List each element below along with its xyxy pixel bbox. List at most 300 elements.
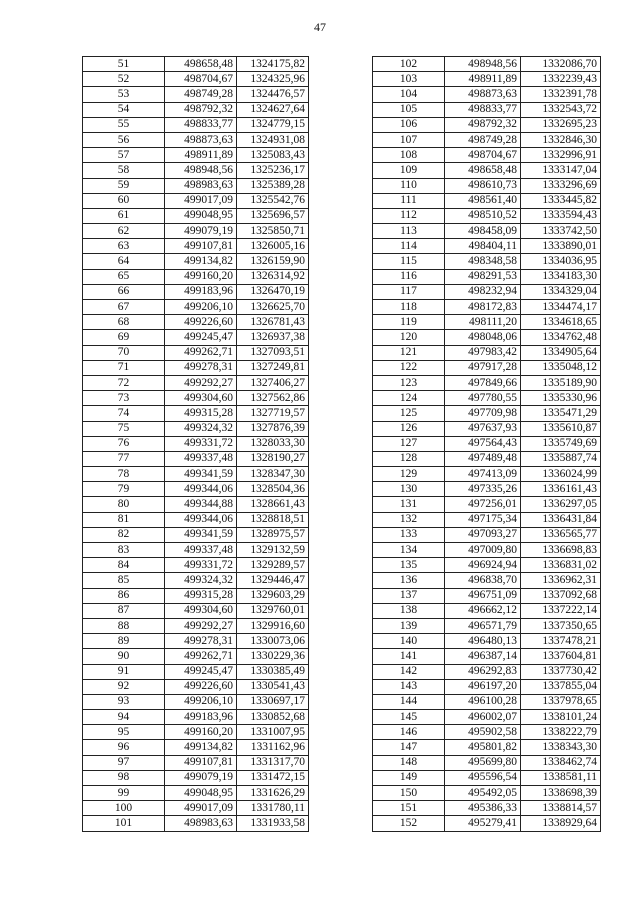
point-number-cell: 62 [83, 224, 165, 239]
table-row [83, 57, 309, 72]
x-coordinate-cell: 495386,33 [445, 801, 521, 816]
table-row [83, 710, 309, 725]
point-number-cell: 71 [83, 360, 165, 375]
point-number-cell: 61 [83, 208, 165, 223]
coordinates-table-right [372, 56, 601, 832]
x-coordinate-cell: 498873,63 [165, 132, 237, 147]
table-row [373, 239, 601, 254]
x-coordinate-cell: 498404,11 [445, 239, 521, 254]
x-coordinate-cell: 499245,47 [165, 330, 237, 345]
x-coordinate-cell: 499017,09 [165, 193, 237, 208]
y-coordinate-cell: 1337855,04 [521, 679, 601, 694]
point-number-cell: 68 [83, 315, 165, 330]
table-row [83, 269, 309, 284]
y-coordinate-cell: 1330541,43 [237, 679, 309, 694]
point-number-cell: 97 [83, 755, 165, 770]
y-coordinate-cell: 1330073,06 [237, 634, 309, 649]
point-number-cell: 141 [373, 649, 445, 664]
table-row [83, 725, 309, 740]
y-coordinate-cell: 1327406,27 [237, 375, 309, 390]
point-number-cell: 124 [373, 391, 445, 406]
x-coordinate-cell: 495902,58 [445, 725, 521, 740]
table-row [373, 649, 601, 664]
table-row [83, 132, 309, 147]
y-coordinate-cell: 1333296,69 [521, 178, 601, 193]
point-number-cell: 135 [373, 558, 445, 573]
x-coordinate-cell: 495699,80 [445, 755, 521, 770]
point-number-cell: 66 [83, 284, 165, 299]
table-row [83, 497, 309, 512]
table-row [373, 178, 601, 193]
table-row [373, 224, 601, 239]
y-coordinate-cell: 1328190,27 [237, 451, 309, 466]
point-number-cell: 104 [373, 87, 445, 102]
table-row [373, 634, 601, 649]
point-number-cell: 101 [83, 816, 165, 831]
point-number-cell: 74 [83, 406, 165, 421]
table-row [83, 117, 309, 132]
table-row [83, 558, 309, 573]
y-coordinate-cell: 1333742,50 [521, 224, 601, 239]
x-coordinate-cell: 498983,63 [165, 816, 237, 831]
x-coordinate-cell: 498948,56 [445, 57, 521, 72]
y-coordinate-cell: 1334762,48 [521, 330, 601, 345]
y-coordinate-cell: 1334618,65 [521, 315, 601, 330]
x-coordinate-cell: 495596,54 [445, 770, 521, 785]
table-row [373, 603, 601, 618]
point-number-cell: 111 [373, 193, 445, 208]
table-row [83, 679, 309, 694]
x-coordinate-cell: 496292,83 [445, 664, 521, 679]
x-coordinate-cell: 495801,82 [445, 740, 521, 755]
y-coordinate-cell: 1333890,01 [521, 239, 601, 254]
y-coordinate-cell: 1334474,17 [521, 300, 601, 315]
x-coordinate-cell: 498911,89 [445, 72, 521, 87]
y-coordinate-cell: 1336831,02 [521, 558, 601, 573]
point-number-cell: 56 [83, 132, 165, 147]
point-number-cell: 103 [373, 72, 445, 87]
x-coordinate-cell: 498749,28 [165, 87, 237, 102]
table-row [373, 543, 601, 558]
table-row [83, 148, 309, 163]
y-coordinate-cell: 1336024,99 [521, 467, 601, 482]
y-coordinate-cell: 1335471,29 [521, 406, 601, 421]
y-coordinate-cell: 1333594,43 [521, 208, 601, 223]
table-row [373, 391, 601, 406]
table-row [373, 148, 601, 163]
point-number-cell: 109 [373, 163, 445, 178]
point-number-cell: 131 [373, 497, 445, 512]
table-row [373, 360, 601, 375]
x-coordinate-cell: 497983,42 [445, 345, 521, 360]
y-coordinate-cell: 1324779,15 [237, 117, 309, 132]
table-row [373, 725, 601, 740]
y-coordinate-cell: 1330852,68 [237, 710, 309, 725]
table-row [83, 315, 309, 330]
point-number-cell: 105 [373, 102, 445, 117]
table-row [83, 375, 309, 390]
table-row [373, 117, 601, 132]
x-coordinate-cell: 496480,13 [445, 634, 521, 649]
point-number-cell: 58 [83, 163, 165, 178]
table-row [373, 482, 601, 497]
y-coordinate-cell: 1324325,96 [237, 72, 309, 87]
x-coordinate-cell: 499079,19 [165, 224, 237, 239]
x-coordinate-cell: 498658,48 [445, 163, 521, 178]
table-row [373, 57, 601, 72]
table-row [83, 208, 309, 223]
x-coordinate-cell: 498048,06 [445, 330, 521, 345]
table-row [83, 603, 309, 618]
point-number-cell: 106 [373, 117, 445, 132]
y-coordinate-cell: 1338581,11 [521, 770, 601, 785]
y-coordinate-cell: 1335610,87 [521, 421, 601, 436]
x-coordinate-cell: 497489,48 [445, 451, 521, 466]
point-number-cell: 77 [83, 451, 165, 466]
x-coordinate-cell: 498172,83 [445, 300, 521, 315]
y-coordinate-cell: 1335887,74 [521, 451, 601, 466]
y-coordinate-cell: 1334183,30 [521, 269, 601, 284]
point-number-cell: 93 [83, 694, 165, 709]
table-row [373, 87, 601, 102]
point-number-cell: 54 [83, 102, 165, 117]
x-coordinate-cell: 497413,09 [445, 467, 521, 482]
table-row [373, 770, 601, 785]
x-coordinate-cell: 499107,81 [165, 755, 237, 770]
table-row [373, 345, 601, 360]
x-coordinate-cell: 498610,73 [445, 178, 521, 193]
y-coordinate-cell: 1331780,11 [237, 801, 309, 816]
x-coordinate-cell: 496387,14 [445, 649, 521, 664]
point-number-cell: 133 [373, 527, 445, 542]
point-number-cell: 65 [83, 269, 165, 284]
x-coordinate-cell: 499331,72 [165, 436, 237, 451]
x-coordinate-cell: 497849,66 [445, 375, 521, 390]
table-row [83, 527, 309, 542]
table-row [83, 254, 309, 269]
table-row [83, 102, 309, 117]
y-coordinate-cell: 1326005,16 [237, 239, 309, 254]
table-row [83, 649, 309, 664]
y-coordinate-cell: 1331007,95 [237, 725, 309, 740]
table-row [83, 406, 309, 421]
point-number-cell: 118 [373, 300, 445, 315]
y-coordinate-cell: 1332695,23 [521, 117, 601, 132]
x-coordinate-cell: 498510,52 [445, 208, 521, 223]
x-coordinate-cell: 498833,77 [165, 117, 237, 132]
page-number: 47 [314, 20, 326, 34]
x-coordinate-cell: 498704,67 [445, 148, 521, 163]
point-number-cell: 126 [373, 421, 445, 436]
table-row [83, 770, 309, 785]
x-coordinate-cell: 498911,89 [165, 148, 237, 163]
y-coordinate-cell: 1328504,36 [237, 482, 309, 497]
y-coordinate-cell: 1331626,29 [237, 786, 309, 801]
x-coordinate-cell: 499304,60 [165, 391, 237, 406]
x-coordinate-cell: 499324,32 [165, 421, 237, 436]
table-row [373, 467, 601, 482]
y-coordinate-cell: 1325850,71 [237, 224, 309, 239]
x-coordinate-cell: 499183,96 [165, 284, 237, 299]
point-number-cell: 142 [373, 664, 445, 679]
y-coordinate-cell: 1327719,57 [237, 406, 309, 421]
table-row [373, 254, 601, 269]
point-number-cell: 136 [373, 573, 445, 588]
x-coordinate-cell: 496002,07 [445, 710, 521, 725]
y-coordinate-cell: 1324476,57 [237, 87, 309, 102]
table-row [373, 406, 601, 421]
point-number-cell: 132 [373, 512, 445, 527]
table-row [83, 345, 309, 360]
point-number-cell: 121 [373, 345, 445, 360]
x-coordinate-cell: 499048,95 [165, 786, 237, 801]
coordinates-table-right-body [373, 57, 601, 832]
x-coordinate-cell: 499331,72 [165, 558, 237, 573]
table-row [373, 679, 601, 694]
x-coordinate-cell: 498458,09 [445, 224, 521, 239]
y-coordinate-cell: 1331317,70 [237, 755, 309, 770]
y-coordinate-cell: 1333445,82 [521, 193, 601, 208]
table-row [373, 755, 601, 770]
table-row [83, 588, 309, 603]
y-coordinate-cell: 1327562,86 [237, 391, 309, 406]
point-number-cell: 143 [373, 679, 445, 694]
point-number-cell: 70 [83, 345, 165, 360]
x-coordinate-cell: 495492,05 [445, 786, 521, 801]
y-coordinate-cell: 1329446,47 [237, 573, 309, 588]
x-coordinate-cell: 498561,40 [445, 193, 521, 208]
x-coordinate-cell: 497709,98 [445, 406, 521, 421]
table-row [373, 451, 601, 466]
table-row [83, 193, 309, 208]
point-number-cell: 63 [83, 239, 165, 254]
y-coordinate-cell: 1335048,12 [521, 360, 601, 375]
point-number-cell: 149 [373, 770, 445, 785]
y-coordinate-cell: 1324931,08 [237, 132, 309, 147]
point-number-cell: 96 [83, 740, 165, 755]
table-row [373, 193, 601, 208]
point-number-cell: 110 [373, 178, 445, 193]
point-number-cell: 59 [83, 178, 165, 193]
table-row [83, 740, 309, 755]
y-coordinate-cell: 1325542,76 [237, 193, 309, 208]
y-coordinate-cell: 1328661,43 [237, 497, 309, 512]
point-number-cell: 147 [373, 740, 445, 755]
point-number-cell: 82 [83, 527, 165, 542]
table-row [373, 512, 601, 527]
table-row [83, 224, 309, 239]
point-number-cell: 72 [83, 375, 165, 390]
y-coordinate-cell: 1325389,28 [237, 178, 309, 193]
point-number-cell: 88 [83, 618, 165, 633]
x-coordinate-cell: 498948,56 [165, 163, 237, 178]
y-coordinate-cell: 1325083,43 [237, 148, 309, 163]
x-coordinate-cell: 497917,28 [445, 360, 521, 375]
table-row [83, 482, 309, 497]
x-coordinate-cell: 496197,20 [445, 679, 521, 694]
point-number-cell: 112 [373, 208, 445, 223]
point-number-cell: 78 [83, 467, 165, 482]
point-number-cell: 81 [83, 512, 165, 527]
point-number-cell: 80 [83, 497, 165, 512]
y-coordinate-cell: 1329289,57 [237, 558, 309, 573]
y-coordinate-cell: 1338698,39 [521, 786, 601, 801]
y-coordinate-cell: 1336297,05 [521, 497, 601, 512]
point-number-cell: 127 [373, 436, 445, 451]
y-coordinate-cell: 1331162,96 [237, 740, 309, 755]
table-row [373, 375, 601, 390]
point-number-cell: 76 [83, 436, 165, 451]
x-coordinate-cell: 496100,28 [445, 694, 521, 709]
y-coordinate-cell: 1337604,81 [521, 649, 601, 664]
y-coordinate-cell: 1332391,78 [521, 87, 601, 102]
x-coordinate-cell: 499315,28 [165, 588, 237, 603]
y-coordinate-cell: 1337222,14 [521, 603, 601, 618]
table-row [373, 102, 601, 117]
x-coordinate-cell: 495279,41 [445, 816, 521, 831]
table-row [83, 239, 309, 254]
point-number-cell: 119 [373, 315, 445, 330]
y-coordinate-cell: 1332846,30 [521, 132, 601, 147]
y-coordinate-cell: 1336698,83 [521, 543, 601, 558]
x-coordinate-cell: 498348,58 [445, 254, 521, 269]
y-coordinate-cell: 1328033,30 [237, 436, 309, 451]
x-coordinate-cell: 497256,01 [445, 497, 521, 512]
y-coordinate-cell: 1337478,21 [521, 634, 601, 649]
table-row [373, 208, 601, 223]
y-coordinate-cell: 1334905,64 [521, 345, 601, 360]
x-coordinate-cell: 499134,82 [165, 254, 237, 269]
point-number-cell: 64 [83, 254, 165, 269]
y-coordinate-cell: 1335189,90 [521, 375, 601, 390]
y-coordinate-cell: 1329603,29 [237, 588, 309, 603]
point-number-cell: 94 [83, 710, 165, 725]
point-number-cell: 99 [83, 786, 165, 801]
table-row [373, 315, 601, 330]
y-coordinate-cell: 1326470,19 [237, 284, 309, 299]
y-coordinate-cell: 1329760,01 [237, 603, 309, 618]
x-coordinate-cell: 496571,79 [445, 618, 521, 633]
x-coordinate-cell: 499160,20 [165, 269, 237, 284]
table-row [83, 300, 309, 315]
x-coordinate-cell: 498749,28 [445, 132, 521, 147]
point-number-cell: 144 [373, 694, 445, 709]
table-row [83, 755, 309, 770]
table-row [373, 740, 601, 755]
point-number-cell: 146 [373, 725, 445, 740]
y-coordinate-cell: 1327093,51 [237, 345, 309, 360]
table-row [373, 300, 601, 315]
x-coordinate-cell: 497093,27 [445, 527, 521, 542]
y-coordinate-cell: 1338343,30 [521, 740, 601, 755]
y-coordinate-cell: 1336565,77 [521, 527, 601, 542]
point-number-cell: 67 [83, 300, 165, 315]
table-row [373, 558, 601, 573]
table-row [83, 618, 309, 633]
y-coordinate-cell: 1338462,74 [521, 755, 601, 770]
table-row [83, 391, 309, 406]
x-coordinate-cell: 499344,88 [165, 497, 237, 512]
x-coordinate-cell: 499206,10 [165, 300, 237, 315]
point-number-cell: 113 [373, 224, 445, 239]
y-coordinate-cell: 1334329,04 [521, 284, 601, 299]
x-coordinate-cell: 498658,48 [165, 57, 237, 72]
table-row [83, 664, 309, 679]
table-row [83, 421, 309, 436]
point-number-cell: 60 [83, 193, 165, 208]
y-coordinate-cell: 1336431,84 [521, 512, 601, 527]
x-coordinate-cell: 498833,77 [445, 102, 521, 117]
y-coordinate-cell: 1326625,70 [237, 300, 309, 315]
table-row [373, 573, 601, 588]
table-row [373, 436, 601, 451]
table-row [373, 132, 601, 147]
point-number-cell: 123 [373, 375, 445, 390]
x-coordinate-cell: 497637,93 [445, 421, 521, 436]
point-number-cell: 138 [373, 603, 445, 618]
point-number-cell: 134 [373, 543, 445, 558]
y-coordinate-cell: 1328818,51 [237, 512, 309, 527]
point-number-cell: 79 [83, 482, 165, 497]
y-coordinate-cell: 1332239,43 [521, 72, 601, 87]
x-coordinate-cell: 499292,27 [165, 375, 237, 390]
table-row [373, 163, 601, 178]
table-row [83, 178, 309, 193]
y-coordinate-cell: 1335330,96 [521, 391, 601, 406]
x-coordinate-cell: 496662,12 [445, 603, 521, 618]
point-number-cell: 107 [373, 132, 445, 147]
table-row [373, 72, 601, 87]
y-coordinate-cell: 1338929,64 [521, 816, 601, 831]
table-row [373, 330, 601, 345]
x-coordinate-cell: 499245,47 [165, 664, 237, 679]
y-coordinate-cell: 1338101,24 [521, 710, 601, 725]
point-number-cell: 116 [373, 269, 445, 284]
x-coordinate-cell: 499107,81 [165, 239, 237, 254]
y-coordinate-cell: 1327249,81 [237, 360, 309, 375]
x-coordinate-cell: 496838,70 [445, 573, 521, 588]
y-coordinate-cell: 1325236,17 [237, 163, 309, 178]
x-coordinate-cell: 499017,09 [165, 801, 237, 816]
y-coordinate-cell: 1326314,92 [237, 269, 309, 284]
point-number-cell: 152 [373, 816, 445, 831]
x-coordinate-cell: 497780,55 [445, 391, 521, 406]
table-row [373, 588, 601, 603]
y-coordinate-cell: 1330229,36 [237, 649, 309, 664]
point-number-cell: 57 [83, 148, 165, 163]
table-row [83, 163, 309, 178]
x-coordinate-cell: 497564,43 [445, 436, 521, 451]
point-number-cell: 102 [373, 57, 445, 72]
point-number-cell: 73 [83, 391, 165, 406]
x-coordinate-cell: 498704,67 [165, 72, 237, 87]
x-coordinate-cell: 499344,06 [165, 512, 237, 527]
point-number-cell: 51 [83, 57, 165, 72]
y-coordinate-cell: 1332086,70 [521, 57, 601, 72]
table-row [83, 72, 309, 87]
y-coordinate-cell: 1337978,65 [521, 694, 601, 709]
x-coordinate-cell: 499315,28 [165, 406, 237, 421]
point-number-cell: 86 [83, 588, 165, 603]
y-coordinate-cell: 1332543,72 [521, 102, 601, 117]
x-coordinate-cell: 496751,09 [445, 588, 521, 603]
table-row [373, 816, 601, 831]
x-coordinate-cell: 498792,32 [445, 117, 521, 132]
y-coordinate-cell: 1326937,38 [237, 330, 309, 345]
y-coordinate-cell: 1330697,17 [237, 694, 309, 709]
x-coordinate-cell: 499292,27 [165, 618, 237, 633]
y-coordinate-cell: 1337092,68 [521, 588, 601, 603]
